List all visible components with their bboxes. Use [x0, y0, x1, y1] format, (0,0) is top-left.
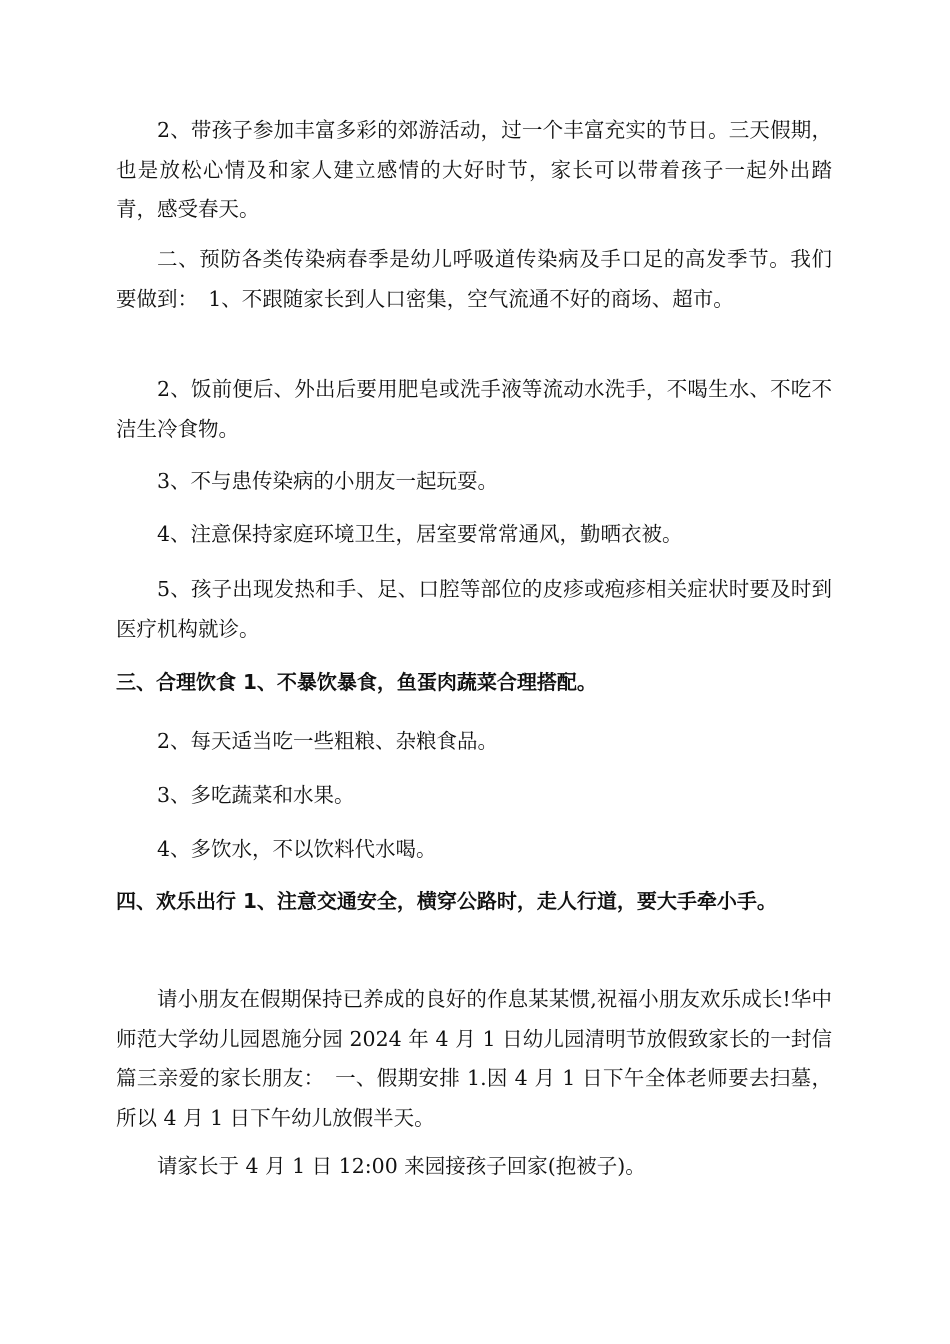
paragraph-closing-and-letter-three: 请小朋友在假期保持已养成的良好的作息某某惯,祝福小朋友欢乐成长!华中师范大学幼儿园恩施分园 2024 年 4 月 1 日幼儿园清明节放假致家长的一封信篇三亲爱的家长朋友： 一、假期安排 1.因 4 月 1 日下午全体老师要去扫墓，所以 4 月 1 日下午幼儿放假半天。	[116, 987, 832, 1130]
paragraph-hand-washing: 2、饭前便后、外出后要用肥皂或洗手液等流动水洗手，不喝生水、不吃不洁生冷食物。	[116, 377, 832, 441]
paragraph-coarse-grains: 2、每天适当吃一些粗粮、杂粮食品。	[157, 729, 499, 753]
section-heading-reasonable-diet: 三、合理饮食 1、不暴饮暴食，鱼蛋肉蔬菜合理搭配。	[116, 670, 597, 694]
paragraph-outing-activity: 2、带孩子参加丰富多彩的郊游活动，过一个丰富充实的节日。三天假期，也是放松心情及和家人建立感情的大好时节，家长可以带着孩子一起外出踏青，感受春天。	[116, 118, 832, 221]
paragraph-vegetables-fruit: 3、多吃蔬菜和水果。	[157, 783, 355, 807]
paragraph-drink-water: 4、多饮水，不以饮料代水喝。	[157, 837, 437, 861]
paragraph-seek-medical-care: 5、孩子出现发热和手、足、口腔等部位的皮疹或疱疹相关症状时要及时到医疗机构就诊。	[116, 577, 832, 641]
paragraph-avoid-sick-children: 3、不与患传染病的小朋友一起玩耍。	[157, 469, 499, 493]
paragraph-prevent-infectious-disease: 二、预防各类传染病春季是幼儿呼吸道传染病及手口足的高发季节。我们要做到： 1、不跟随家长到人口密集，空气流通不好的商场、超市。	[116, 247, 832, 311]
section-heading-happy-travel: 四、欢乐出行 1、注意交通安全，横穿公路时，走人行道，要大手牵小手。	[116, 889, 777, 913]
paragraph-home-hygiene: 4、注意保持家庭环境卫生，居室要常常通风，勤晒衣被。	[157, 522, 683, 546]
paragraph-pickup-time: 请家长于 4 月 1 日 12:00 来园接孩子回家(抱被子)。	[157, 1154, 646, 1178]
